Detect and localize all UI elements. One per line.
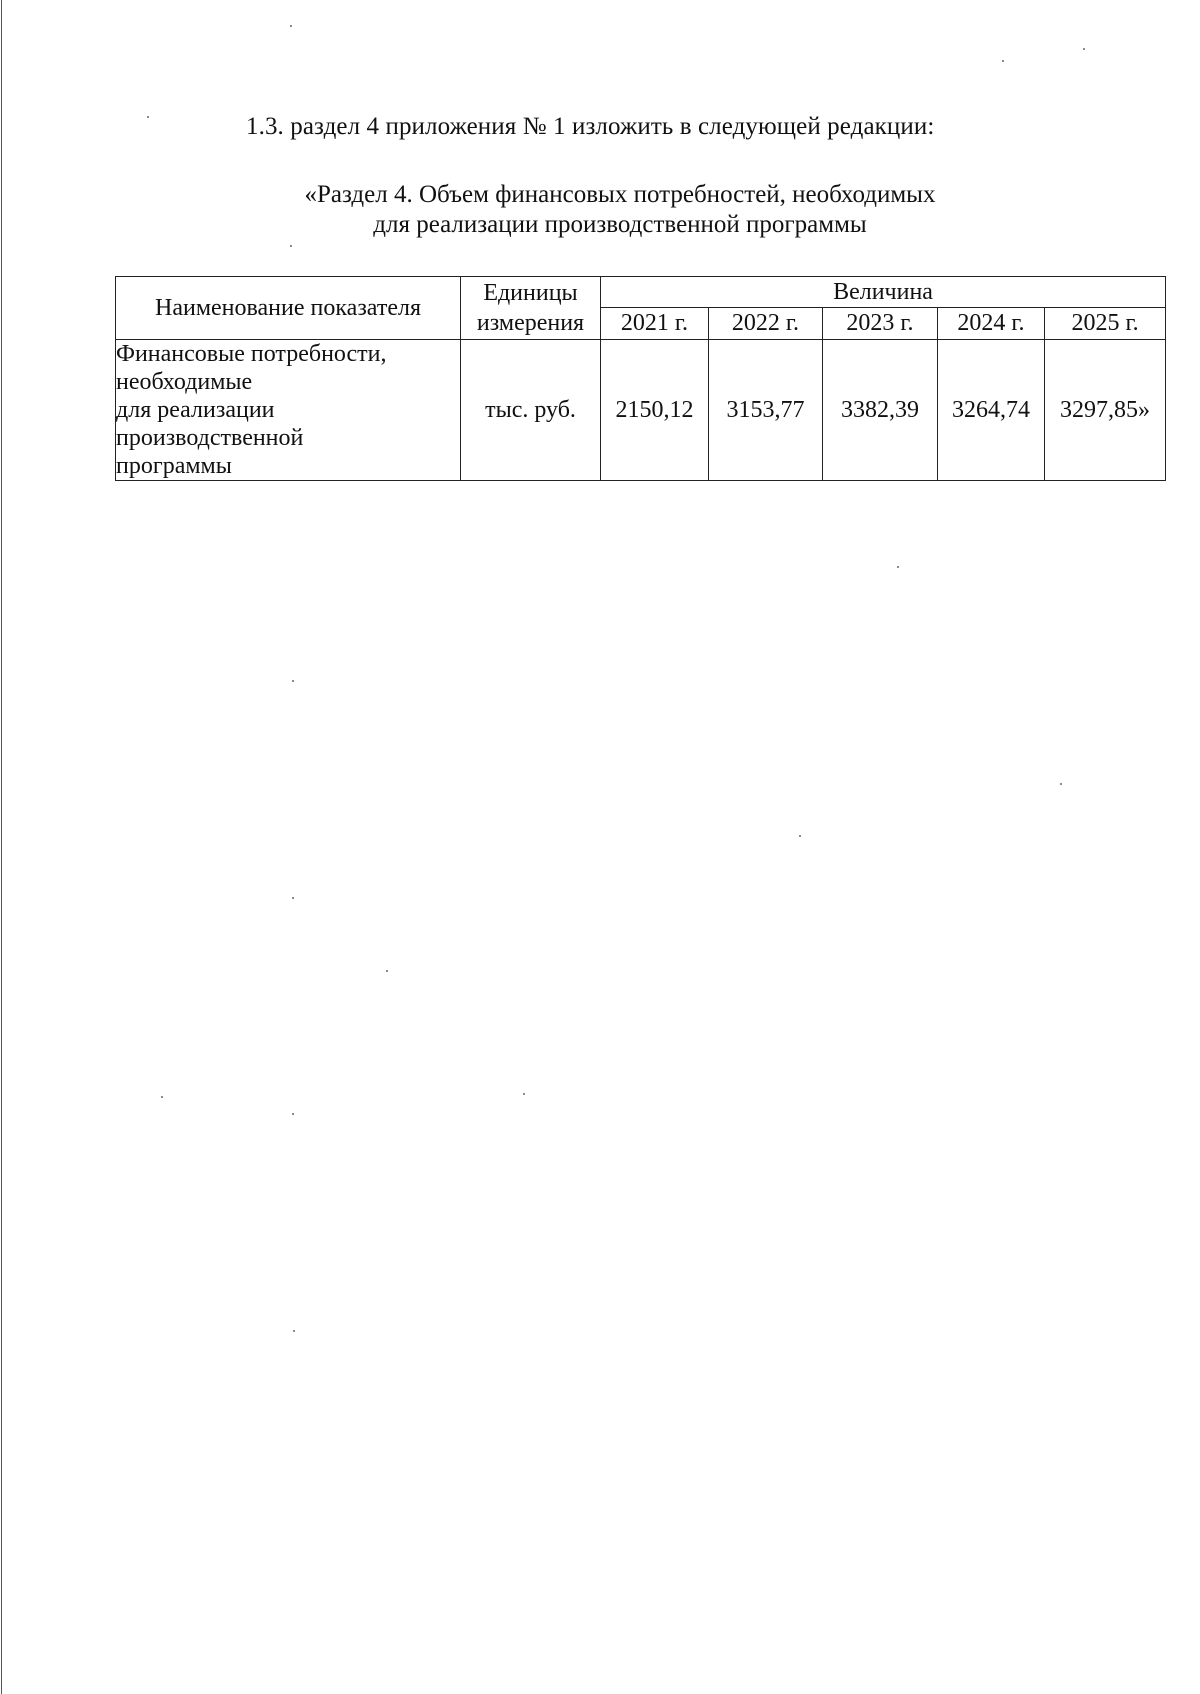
scan-speck xyxy=(1083,48,1085,50)
scan-speck xyxy=(292,680,294,682)
scan-speck xyxy=(292,897,294,899)
scan-speck xyxy=(293,1330,295,1332)
scan-speck xyxy=(386,970,388,972)
row-name-line: для реализации xyxy=(116,397,275,423)
header-value-group: Величина xyxy=(601,277,1166,308)
header-unit xyxy=(461,277,601,340)
header-unit-line: измерения xyxy=(476,310,585,336)
row-value: 2150,12 xyxy=(601,340,709,481)
header-year: 2022 г. xyxy=(709,308,823,340)
scan-speck xyxy=(799,835,801,837)
row-value: 3264,74 xyxy=(938,340,1045,481)
header-year: 2023 г. xyxy=(823,308,938,340)
scan-speck xyxy=(523,1093,525,1095)
header-indicator-name: Наименование показателя xyxy=(116,277,461,340)
header-year: 2024 г. xyxy=(938,308,1045,340)
section-title-line: для реализации производственной программы xyxy=(373,211,867,238)
scan-speck xyxy=(290,245,292,247)
header-year: 2025 г. xyxy=(1045,308,1166,340)
row-name-line: Финансовые потребности, xyxy=(116,341,387,367)
scan-speck xyxy=(897,566,899,568)
row-unit: тыс. руб. xyxy=(461,340,601,481)
table-row xyxy=(116,340,1166,481)
scan-speck xyxy=(1002,60,1004,62)
row-value: 3297,85» xyxy=(1045,340,1166,481)
page-edge-line xyxy=(1,0,2,1694)
table-header-row xyxy=(116,277,1166,308)
header-year: 2021 г. xyxy=(601,308,709,340)
scan-speck xyxy=(147,116,149,118)
scan-speck xyxy=(292,1113,294,1115)
amendment-clause: 1.3. раздел 4 приложения № 1 изложить в следующей редакции: xyxy=(246,113,935,140)
financial-needs-table xyxy=(115,276,1166,481)
header-unit-line: Единицы xyxy=(483,280,578,306)
scan-speck xyxy=(161,1096,163,1098)
row-value: 3382,39 xyxy=(823,340,938,481)
row-name-line: необходимые xyxy=(116,369,253,395)
section-title-line: «Раздел 4. Объем финансовых потребностей, необходимых xyxy=(304,181,936,208)
row-value: 3153,77 xyxy=(709,340,823,481)
section-title xyxy=(240,180,1000,240)
row-name-line: программы xyxy=(116,453,232,479)
row-indicator-name xyxy=(116,340,461,481)
scan-speck xyxy=(290,25,292,27)
scan-speck xyxy=(1060,783,1062,785)
row-name-line: производственной xyxy=(116,425,304,451)
